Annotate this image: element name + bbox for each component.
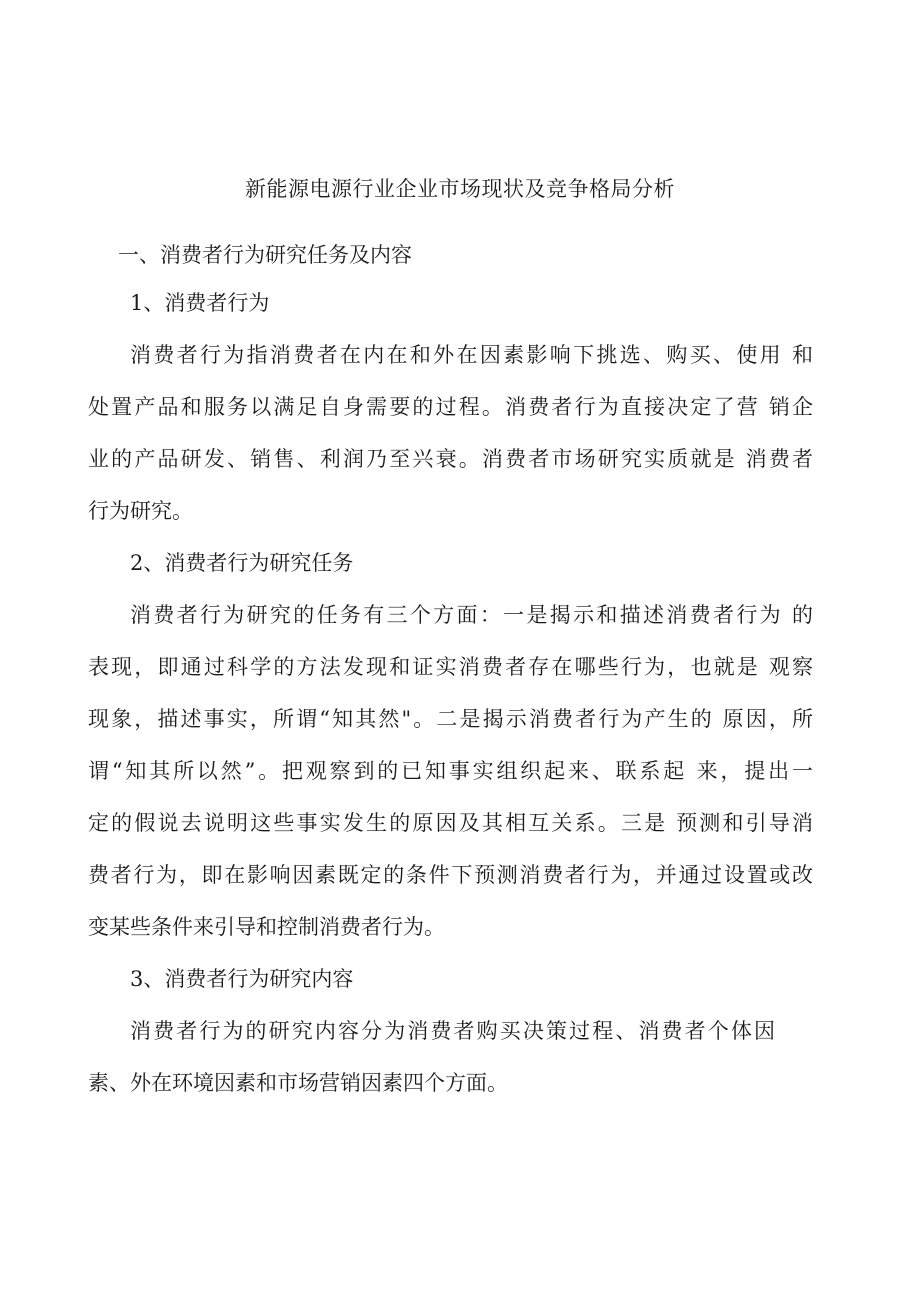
paragraph-line: 消费者行为指消费者在内在和外在因素影响下挑选、购买、使用 和: [130, 343, 813, 367]
paragraph-line: 变某些条件来引导和控制消费者行为。: [88, 915, 445, 939]
paragraph-line: 谓“知其所以然”。把观察到的已知事实组织起来、联系起 来，提出一: [88, 759, 813, 783]
section-heading: 一、消费者行为研究任务及内容: [118, 243, 412, 267]
paragraph-line: 表现，即通过科学的方法发现和证实消费者存在哪些行为，也就是 观察: [88, 655, 813, 679]
subsection-heading: 2、消费者行为研究任务: [130, 551, 354, 575]
paragraph-line: 消费者行为的研究内容分为消费者购买决策过程、消费者个体因: [130, 1019, 775, 1043]
paragraph-line: 费者行为，即在影响因素既定的条件下预测消费者行为，并通过设置或改: [88, 863, 813, 887]
document-title: 新能源电源行业企业市场现状及竞争格局分析: [245, 177, 675, 201]
paragraph-line: 素、外在环境因素和市场营销因素四个方面。: [88, 1071, 508, 1095]
paragraph-line: 现象，描述事实，所谓“知其然"。二是揭示消费者行为产生的 原因，所: [88, 707, 813, 731]
paragraph-line: 行为研究。: [88, 499, 193, 523]
subsection-heading: 3、消费者行为研究内容: [130, 967, 354, 991]
paragraph-line: 业的产品研发、销售、利润乃至兴衰。消费者市场研究实质就是 消费者: [88, 447, 813, 471]
subsection-heading: 1、消费者行为: [130, 291, 270, 315]
paragraph-line: 处置产品和服务以满足自身需要的过程。消费者行为直接决定了营 销企: [88, 395, 813, 419]
paragraph-line: 定的假说去说明这些事实发生的原因及其相互关系。三是 预测和引导消: [88, 811, 813, 835]
paragraph-line: 消费者行为研究的任务有三个方面：一是揭示和描述消费者行为 的: [130, 603, 813, 627]
